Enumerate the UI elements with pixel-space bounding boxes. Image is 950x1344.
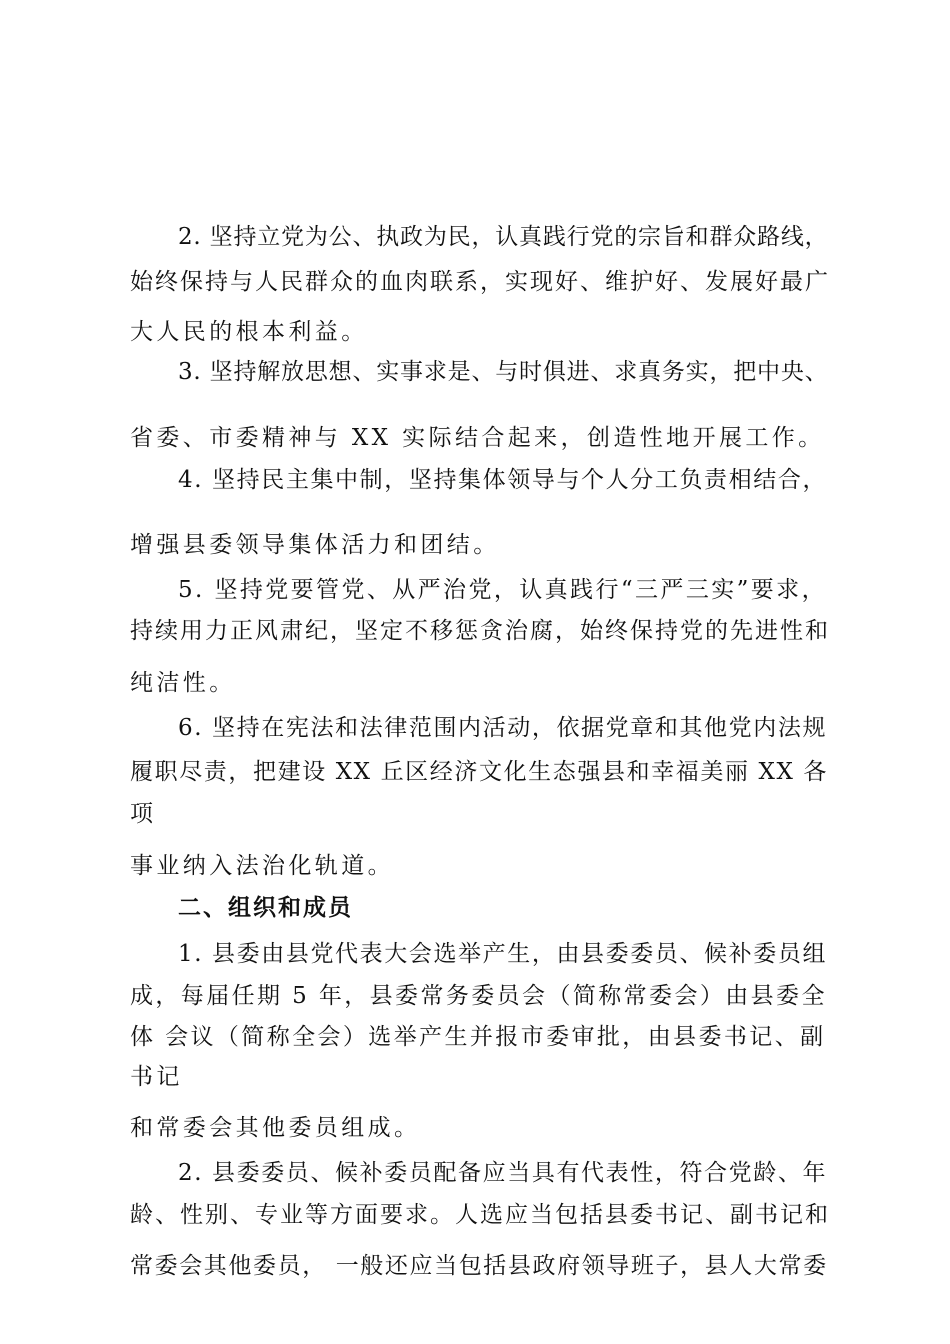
paragraph-line: 事业纳入法治化轨道。: [130, 853, 394, 879]
paragraph-line: 项: [130, 801, 157, 827]
paragraph-line: 6. 坚持在宪法和法律范围内活动，依据党章和其他党内法规: [178, 715, 828, 741]
paragraph-line: 龄、性别、专业等方面要求。人选应当包括县委书记、副书记和: [130, 1202, 830, 1228]
paragraph-line: 4. 坚持民主集中制，坚持集体领导与个人分工负责相结合，: [178, 467, 828, 493]
paragraph-line: 履职尽责，把建设 XX 丘区经济文化生态强县和幸福美丽 XX 各: [130, 759, 828, 785]
paragraph-line: 3. 坚持解放思想、实事求是、与时俱进、求真务实，把中央、: [178, 359, 829, 385]
paragraph-line: 始终保持与人民群众的血肉联系，实现好、维护好、发展好最广: [130, 269, 830, 295]
paragraph-line: 书记: [130, 1064, 183, 1090]
paragraph-line: 5. 坚持党要管党、从严治党，认真践行“三严三实”要求，: [178, 577, 827, 603]
paragraph-line: 增强县委领导集体活力和团结。: [130, 532, 500, 558]
paragraph-line: 和常委会其他委员组成。: [130, 1115, 421, 1141]
paragraph-line: 持续用力正风肃纪，坚定不移惩贪治腐，始终保持党的先进性和: [130, 618, 830, 644]
paragraph-line: 省委、市委精神与 XX 实际结合起来，创造性地开展工作。: [130, 425, 825, 451]
paragraph-line: 常委会其他委员， 一般还应当包括县政府领导班子，县人大常委: [130, 1253, 828, 1279]
paragraph-line: 成，每届任期 5 年，县委常务委员会（简称常委会）由县委全: [130, 983, 827, 1009]
section-heading: 二、组织和成员: [178, 895, 353, 921]
paragraph-line: 2. 坚持立党为公、执政为民，认真践行党的宗旨和群众路线，: [178, 224, 829, 250]
paragraph-line: 纯洁性。: [130, 670, 236, 696]
paragraph-line: 体 会议（简称全会）选举产生并报市委审批，由县委书记、副: [130, 1024, 826, 1050]
paragraph-line: 1. 县委由县党代表大会选举产生，由县委委员、候补委员组: [178, 941, 828, 967]
paragraph-line: 大人民的根本利益。: [130, 319, 368, 345]
paragraph-line: 2. 县委委员、候补委员配备应当具有代表性，符合党龄、年: [178, 1160, 828, 1186]
